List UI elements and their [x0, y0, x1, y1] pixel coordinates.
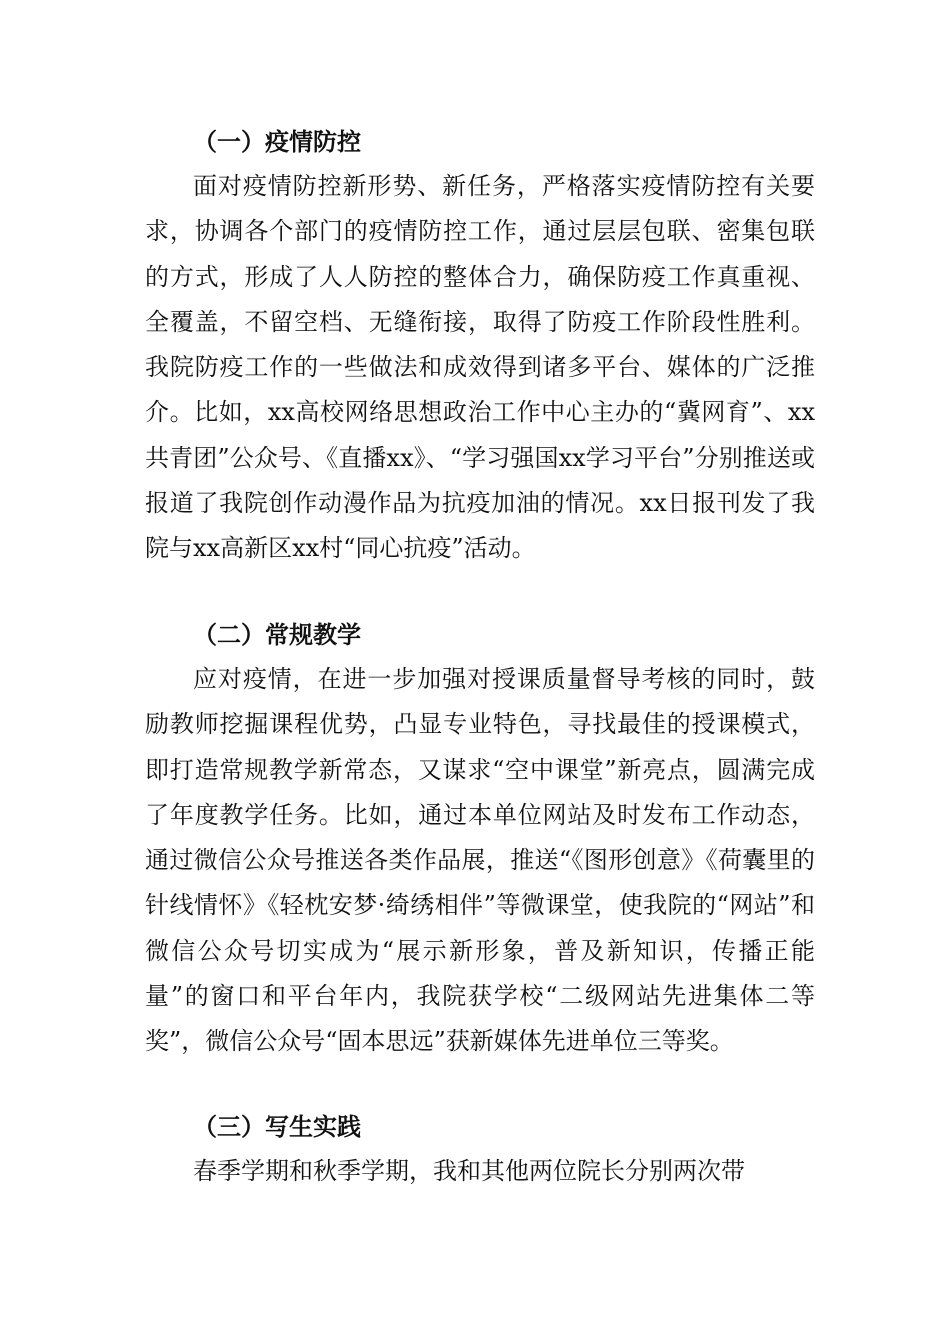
section-sketching-practice	[145, 1105, 815, 1194]
section-heading: （三）写生实践	[193, 1113, 361, 1141]
section-epidemic-control	[145, 120, 815, 572]
section-heading: （二）常规教学	[193, 621, 361, 649]
section-paragraph: 应对疫情，在进一步加强对授课质量督导考核的同时，鼓励教师挖掘课程优势，凸显专业特色，寻找最佳的授课模式，即打造常规教学新常态，又谋求“空中课堂”新亮点，圆满完成了年度教学任务。比如，通过本单位网站及时发布工作动态，通过微信公众号推送各类作品展，推送“《图形创意》《荷囊里的针线情怀》《轻枕安梦·绮绣相伴”等微课堂，使我院的“网站”和微信公众号切实成为“展示新形象，普及新知识，传播正能量”的窗口和平台年内，我院获学校“二级网站先进集体二等奖”，微信公众号“固本思远”获新媒体先进单位三等奖。	[145, 665, 815, 1056]
section-paragraph: 春季学期和秋季学期，我和其他两位院长分别两次带	[193, 1157, 745, 1185]
section-heading: （一）疫情防控	[193, 128, 361, 156]
section-paragraph: 面对疫情防控新形势、新任务，严格落实疫情防控有关要求，协调各个部门的疫情防控工作，通过层层包联、密集包联的方式，形成了人人防控的整体合力，确保防疫工作真重视、全覆盖，不留空档、无缝衔接，取得了防疫工作阶段性胜利。我院防疫工作的一些做法和成效得到诸多平台、媒体的广泛推介。比如，xx高校网络思想政治工作中心主办的“冀网育”、xx共青团”公众号、《直播xx》、“学习强国xx学习平台”分别推送或报道了我院创作动漫作品为抗疫加油的情况。xx日报刊发了我院与xx高新区xx村“同心抗疫”活动。	[145, 172, 815, 563]
section-regular-teaching	[145, 613, 815, 1065]
